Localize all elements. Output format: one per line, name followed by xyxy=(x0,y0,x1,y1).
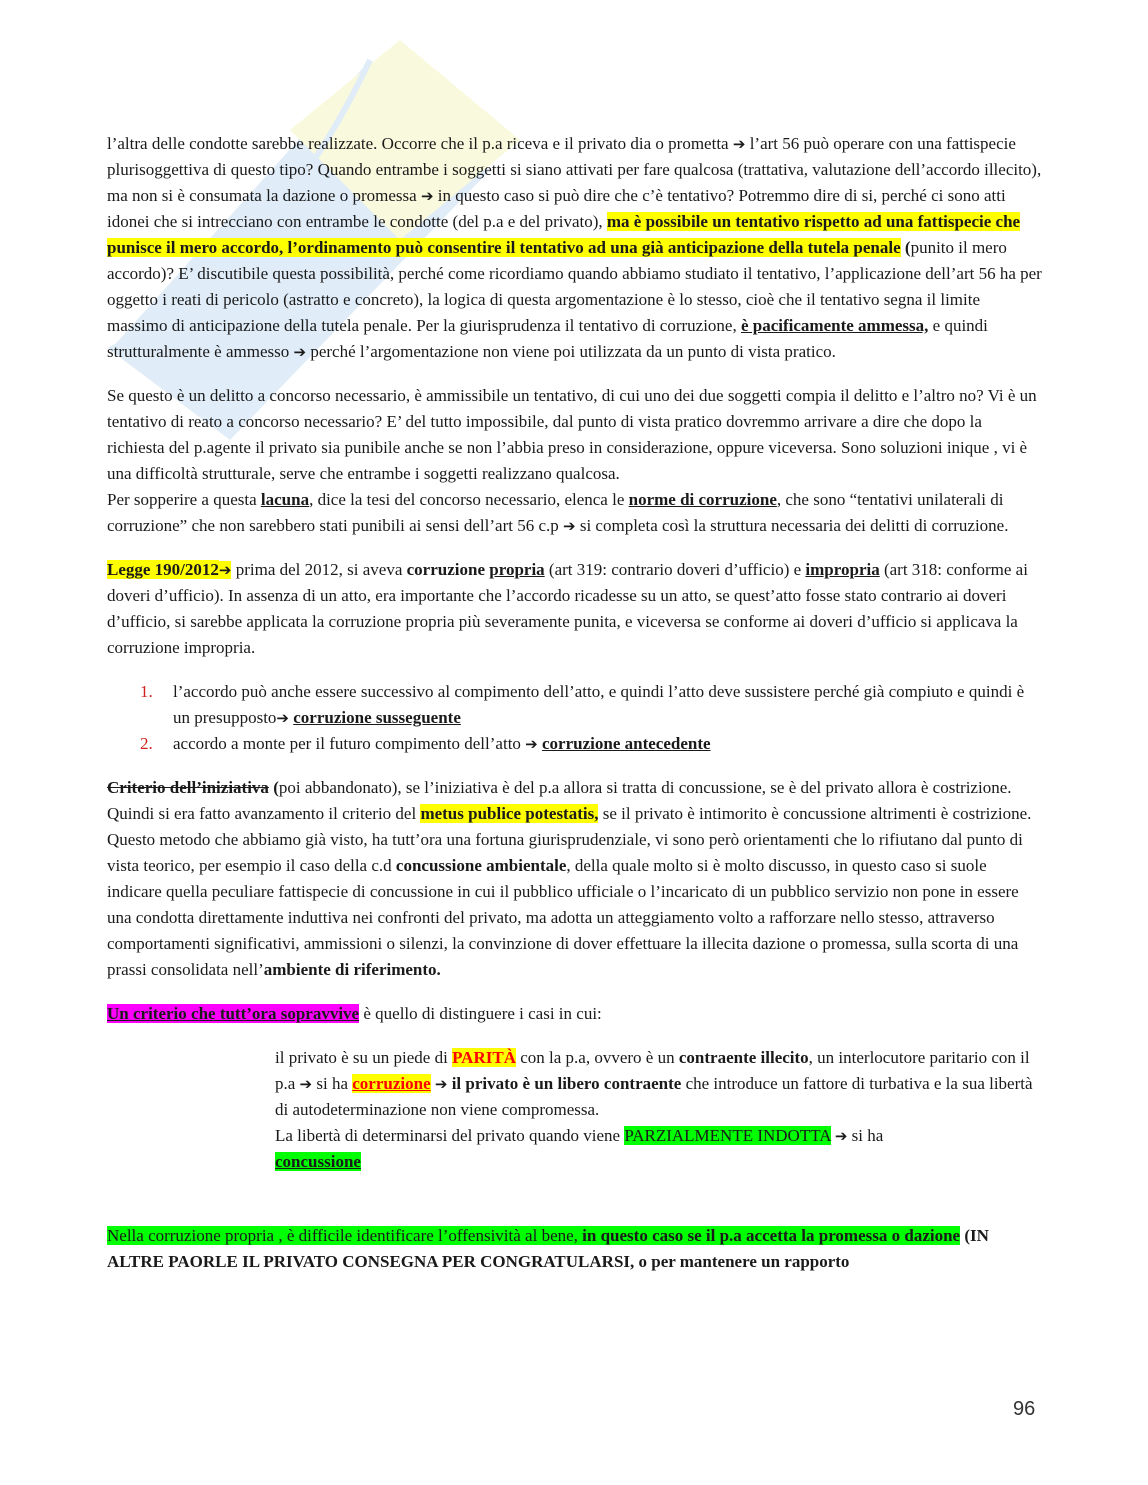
highlight-green: PARZIALMENTE INDOTTA xyxy=(624,1126,831,1145)
bold-text: ( xyxy=(268,778,279,797)
text: , della quale molto si è molto discusso, in questo caso si suole indicare quella peculiare fattispecie di concussione in cui il pubblico ufficiale o l’incaricato di un pubblico servizio non pone in essere una condotta direttamente induttiva nei confronti del privato, ma adotta un atteggiamento volto a rafforzare nello stesso, attraverso comportamenti significativi, ammissioni o silenzi, la convinzione di dover effettuare la illecita dazione o promessa, sulla scorta di una prassi consolidata nell’ xyxy=(107,856,1019,979)
numbered-list xyxy=(107,679,1042,757)
arrow-icon: ➔ xyxy=(299,1075,313,1093)
paragraph-parita xyxy=(107,1045,1042,1175)
arrow-icon: ➔ xyxy=(525,735,538,753)
text: l’altra delle condotte sarebbe realizzate. Occorre che il p.a riceva e il privato dia o prometta xyxy=(107,134,733,153)
text: , un interlocutore paritario con il p.a xyxy=(275,1048,1030,1093)
list-number: 2. xyxy=(140,734,153,753)
text: si ha xyxy=(312,1074,353,1093)
highlight-green-bold: in questo caso se il p.a accetta la promessa o dazione xyxy=(577,1226,961,1245)
bold-text: concussione ambientale xyxy=(395,856,567,875)
bold-text: (IN ALTRE PAORLE IL PRIVATO CONSEGNA PER CONGRATULARSI, o per mantenere un rapporto xyxy=(107,1226,989,1271)
text: Se questo è un delitto a concorso necessario, è ammissibile un tentativo, di cui uno dei due soggetti compia il delitto e l’altro no? Vi è un tentativo di reato a concorso necessario? E’ del tutto impossibile, dal punto di vista pratico dovremmo arrivare a dire che dopo la richiesta del p.agente il privato sia punibile anche se non l’abbia preso in considerazione, oppure viceversa. Sono soluzioni inique , vi è una difficoltà strutturale, serve che entrambe i soggetti realizzano qualcosa. xyxy=(107,386,1037,483)
arrow-icon: ➔ xyxy=(293,343,307,361)
highlight-parita: PARITÀ xyxy=(452,1048,516,1067)
bold-underline: corruzione antecedente xyxy=(542,734,711,753)
list-item xyxy=(107,731,1042,757)
bold-underline: è pacificamente ammessa, xyxy=(740,316,929,335)
highlight-corruzione: corruzione xyxy=(352,1074,431,1093)
strikethrough-text: Criterio dell’iniziativa xyxy=(107,778,269,797)
text: La libertà di determinarsi del privato quando viene xyxy=(275,1126,625,1145)
text: il privato è su un piede di xyxy=(275,1048,453,1067)
text: ( xyxy=(900,238,911,257)
text: è quello di distinguere i casi in cui: xyxy=(359,1004,602,1023)
text: l’art 56 può operare con una fattispecie plurisoggettiva di questo tipo? Quando entrambe i soggetti si siano attivati per fare qualcosa (trattativa, valutazione dell’accordo illecito), ma non si è consumata la dazione o promessa xyxy=(107,134,1042,205)
highlight-concussione: concussione xyxy=(275,1152,361,1171)
text: accordo a monte per il futuro compimento dell’atto xyxy=(173,734,526,753)
text: (art 319: contrario doveri d’ufficio) e xyxy=(544,560,806,579)
bold-text: contraente illecito xyxy=(678,1048,809,1067)
text: Per sopperire a questa xyxy=(107,490,261,509)
bold-underline: impropria xyxy=(805,560,880,579)
text: perché l’argomentazione non viene poi utilizzata da un punto di vista pratico. xyxy=(306,342,836,361)
arrow-icon: ➔ xyxy=(732,135,746,153)
bold-underline: norme di corruzione xyxy=(628,490,777,509)
text: poi abbandonato), se l’iniziativa è del p.a allora si tratta di concussione, se è del privato allora è costrizione. Quindi si era fatto avanzamento il criterio del xyxy=(107,778,1012,823)
text: l’accordo può anche essere successivo al compimento dell’atto, e quindi l’atto deve sussistere perché già compiuto e quindi è un presupposto xyxy=(173,682,1025,727)
highlight-green: Nella corruzione propria , è difficile identificare l’offensività al bene, xyxy=(107,1226,578,1245)
document-body xyxy=(107,131,1042,1293)
text: (art 318: conforme ai doveri d’ufficio). In assenza di un atto, era importante che l’accordo ricadesse su un atto, se quest’atto fosse stato contrario ai doveri d’ufficio, si sarebbe applicata la corruzione propria più severamente punita, e viceversa se conforme ai doveri d’ufficio si applicava la corruzione impropria. xyxy=(107,560,1028,657)
arrow-icon: ➔ xyxy=(420,187,434,205)
bold-underline: corruzione susseguente xyxy=(293,708,461,727)
arrow-icon: ➔ xyxy=(218,561,232,579)
paragraph-tentativo xyxy=(107,131,1042,365)
paragraph-legge xyxy=(107,557,1042,661)
bold-underline: propria xyxy=(489,560,545,579)
bold-underline: lacuna xyxy=(260,490,310,509)
arrow-icon: ➔ xyxy=(563,517,576,535)
paragraph-corruzione-propria xyxy=(107,1223,1042,1275)
highlight-yellow: metus publice potestatis, xyxy=(420,804,599,823)
page-number: 96 xyxy=(1013,1398,1036,1420)
highlight-yellow: ma è possibile un tentativo rispetto ad una fattispecie che punisce il mero accordo, l’ordinamento può consentire il tentativo ad una già anticipazione della tutela penale xyxy=(107,212,1021,257)
highlight-magenta: Un criterio che tutt’ora sopravvive xyxy=(107,1004,360,1023)
paragraph-concorso xyxy=(107,383,1042,539)
text: prima del 2012, si aveva xyxy=(231,560,407,579)
text: , che sono “tentativi unilaterali di corruzione” che non sarebbero stati punibili ai sensi dell’art 56 c.p xyxy=(107,490,1004,535)
list-item xyxy=(107,679,1042,731)
text: in questo caso si può dire che c’è tentativo? Potremmo dire di si, perché ci sono atti idonei che si intrecciano con entrambe le condotte (del p.a e del privato), xyxy=(107,186,1006,231)
bold-text: il privato è un libero contraente xyxy=(447,1074,682,1093)
arrow-icon: ➔ xyxy=(834,1127,848,1145)
arrow-icon: ➔ xyxy=(434,1075,448,1093)
text: punito il mero accordo)? E’ discutibile questa possibilità, perché come ricordiamo quando abbiamo studiato il tentativo, l’applicazione dell’art 56 ha per oggetto i reati di pericolo (astratto e concreto), la logica di questa argomentazione è lo stesso, cioè che il tentativo segna il limite massimo di anticipazione della tutela penale. Per la giurisprudenza il tentativo di corruzione, xyxy=(107,238,1042,335)
arrow-icon: ➔ xyxy=(276,709,289,727)
bold-text: ambiente di riferimento. xyxy=(263,960,441,979)
paragraph-criterio xyxy=(107,1001,1042,1027)
text: se il privato è intimorito è concussione altrimenti è costrizione. Questo metodo che abbiamo già visto, ha tutt’ora una fortuna giurisprudenziale, vi sono però orientamenti che lo rifiutano dal punto di vista teorico, per esempio il caso della c.d xyxy=(107,804,1032,875)
bold-text: corruzione xyxy=(406,560,490,579)
paragraph-iniziativa xyxy=(107,775,1042,983)
text: , dice la tesi del concorso necessario, elenca le xyxy=(309,490,629,509)
list-number: 1. xyxy=(140,682,153,701)
text: e quindi strutturalmente è ammesso xyxy=(107,316,988,361)
text: si completa così la struttura necessaria dei delitti di corruzione. xyxy=(575,516,1009,535)
text: che introduce un fattore di turbativa e la sua libertà di autodeterminazione non viene compromessa. xyxy=(275,1074,1033,1119)
text: si ha xyxy=(847,1126,884,1145)
highlight-yellow: Legge 190/2012 xyxy=(107,560,219,579)
text: con la p.a, ovvero è un xyxy=(515,1048,679,1067)
